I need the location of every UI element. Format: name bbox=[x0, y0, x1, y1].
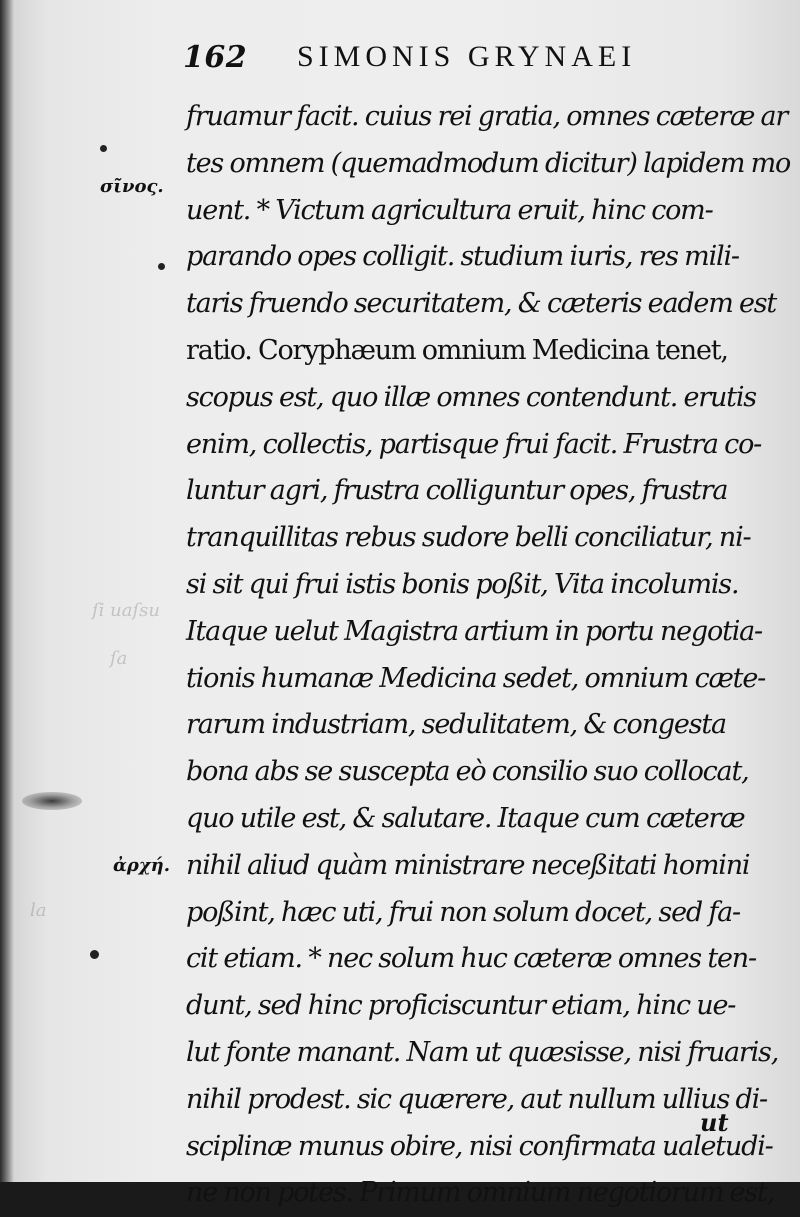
text-line: poßint, hæc uti, frui non solum docet, sed fa- bbox=[186, 896, 740, 928]
text-line: si sit qui frui istis bonis poßit, Vita incolumis. bbox=[186, 568, 739, 600]
text-line: ne non potes. Primum omnium negotiorum est, bbox=[186, 1177, 775, 1209]
text-line: tranquillitas rebus sudore belli conciliatur, ni- bbox=[186, 522, 751, 554]
text-line: cit etiam. * nec solum huc cæteræ omnes ten- bbox=[186, 943, 756, 975]
text-line: tionis humanæ Medicina sedet, omnium cæte- bbox=[186, 662, 766, 694]
text-line: enim, collectis, partisque frui facit. Frustra co- bbox=[186, 428, 762, 460]
catchword: ut bbox=[700, 1108, 729, 1137]
text-line: lut fonte manant. Nam ut quæsisse, nisi fruaris, bbox=[186, 1036, 779, 1068]
text-line: sciplinæ munus obire, nisi confirmata ualetudi- bbox=[186, 1130, 773, 1162]
margin-dot bbox=[158, 263, 165, 270]
text-line: nihil prodest. sic quærere, aut nullum ullius di- bbox=[186, 1083, 767, 1115]
text-line: fruamur facit. cuius rei gratia, omnes cæteræ ar bbox=[186, 101, 788, 132]
text-line: quo utile est, & salutare. Itaque cum cæteræ bbox=[186, 802, 745, 834]
margin-dot bbox=[90, 950, 99, 959]
running-title: SIMONIS GRYNAEI bbox=[297, 40, 637, 73]
margin-note-second: ἀρχή. bbox=[113, 855, 171, 876]
body-text bbox=[186, 94, 791, 1217]
text-line: parando opes colligit. studium iuris, res mili- bbox=[186, 241, 739, 273]
running-head bbox=[183, 40, 723, 84]
bleed-through-mark: ſa bbox=[110, 648, 128, 669]
text-line: luntur agri, frustra colliguntur opes, frustra bbox=[186, 475, 728, 507]
bleed-through-mark: la bbox=[30, 900, 47, 921]
margin-dot bbox=[100, 145, 107, 152]
text-line: bona abs se suscepta eò consilio suo collocat, bbox=[186, 756, 749, 788]
text-line: scopus est, quo illæ omnes contendunt. erutis bbox=[186, 381, 756, 413]
text-line: nihil aliud quàm ministrare neceßitati homini bbox=[186, 849, 750, 881]
binding-shadow bbox=[0, 0, 14, 1182]
text-line: tes omnem (quemadmodum dicitur) lapidem mo bbox=[186, 147, 791, 179]
ink-smudge bbox=[22, 792, 82, 810]
bleed-through-mark: ſi uaſsu bbox=[92, 600, 160, 621]
text-line: uent. * Victum agricultura eruit, hinc com- bbox=[186, 194, 713, 226]
page-number: 162 bbox=[183, 40, 248, 75]
margin-note-first: σῖνος. bbox=[100, 176, 164, 197]
text-line: Itaque uelut Magistra artium in portu negotia- bbox=[186, 615, 762, 647]
text-line: dunt, sed hinc proficiscuntur etiam, hinc ue- bbox=[186, 990, 736, 1022]
text-line: taris fruendo securitatem, & cæteris eadem est bbox=[186, 288, 777, 320]
text-line: ratio. Coryphæum omnium Medicina tenet, bbox=[186, 334, 728, 366]
text-line: rarum industriam, sedulitatem, & congesta bbox=[186, 709, 726, 741]
